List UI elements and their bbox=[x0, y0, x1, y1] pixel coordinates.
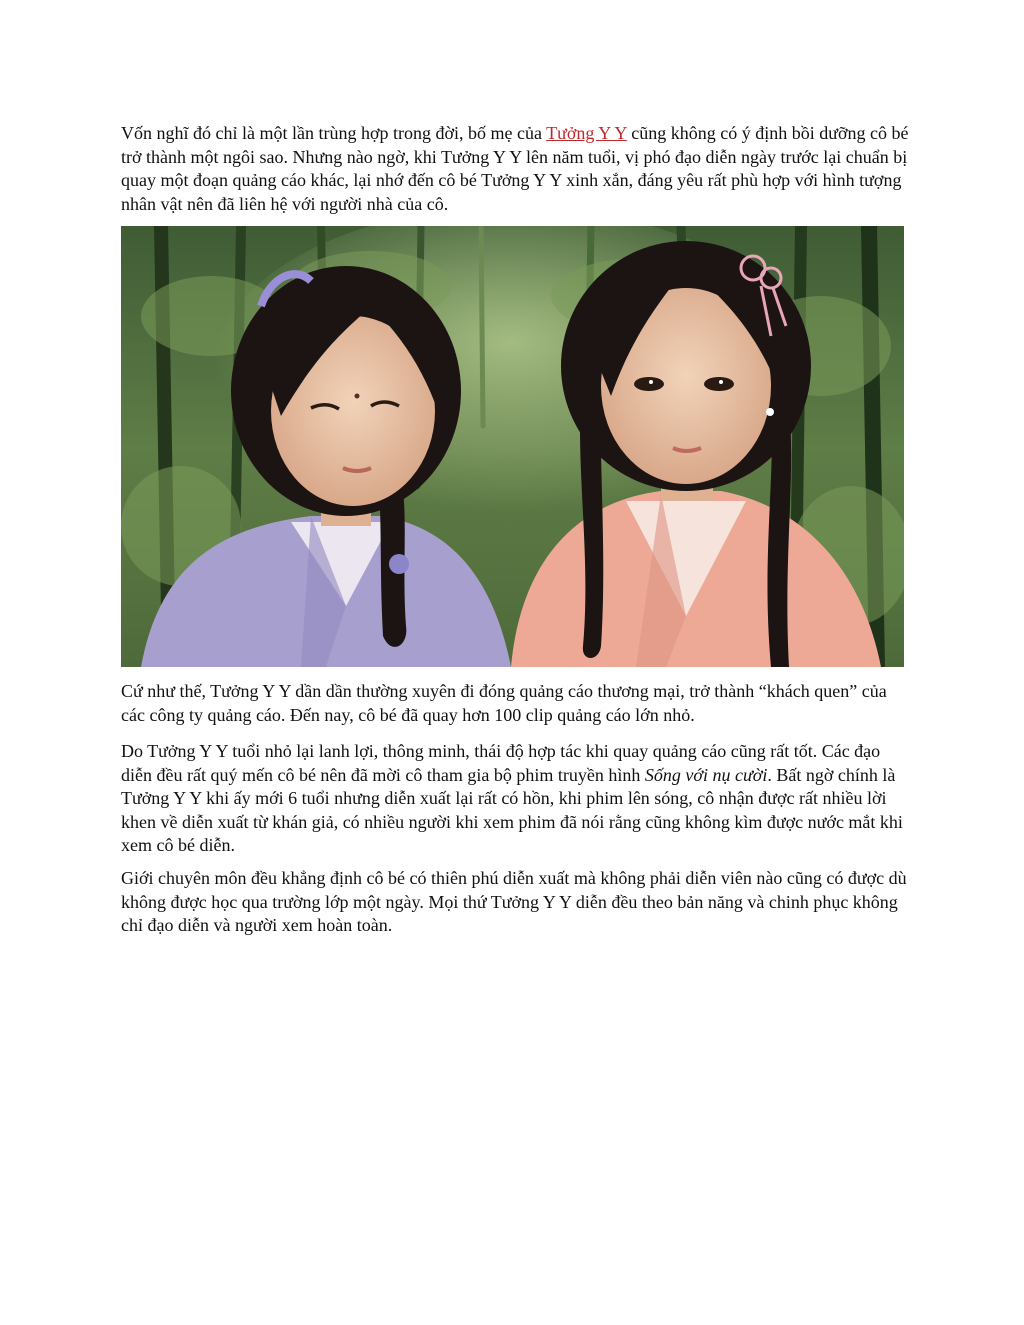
paragraph-talent: Giới chuyên môn đều khẳng định cô bé có thiên phú diễn xuất mà không phải diễn viên nào cũng có được dù không được học qua trường lớp một ngày. Mọi thứ Tưởng Y Y diễn đều theo bản năng và chinh phục không chỉ đạo diễn và người xem hoàn toàn. bbox=[121, 868, 907, 935]
paragraph-tv-series bbox=[121, 740, 911, 858]
photo-illustration bbox=[121, 226, 904, 667]
paragraph-intro-start: Vốn nghĩ đó chỉ là một lần trùng hợp trong đời, bố mẹ của bbox=[121, 123, 547, 143]
hair-tie-left bbox=[389, 554, 409, 574]
series-title: Sống với nụ cười bbox=[644, 764, 768, 785]
paragraph-intro bbox=[121, 122, 911, 216]
paragraph-intro-end: cũng không có ý định bồi dưỡng cô bé trở thành một ngôi sao. Nhưng nào ngờ, khi Tưởng Y Y lên năm tuổi, vị phó đạo diễn ngày trước lại chuẩn bị quay một đoạn quảng cáo khác, lại nhớ đến cô bé Tưởng Y Y xinh xắn, đáng yêu rất phù hợp với hình tượng nhân vật nên đã liên hệ với người nhà của cô. bbox=[121, 123, 909, 214]
paragraph-commercials: Cứ như thế, Tưởng Y Y dần dần thường xuyên đi đóng quảng cáo thương mại, trở thành “khách quen” của các công ty quảng cáo. Đến nay, cô bé đã quay hơn 100 clip quảng cáo lớn nhỏ. bbox=[121, 681, 887, 725]
link-tuong-y-y[interactable]: Tưởng Y Y bbox=[546, 123, 627, 143]
paragraph-tv-series-end: . Bất ngờ chính là Tưởng Y Y khi ấy mới 6 tuổi nhưng diễn xuất lại rất có hồn, khi phim lên sóng, cô nhận được rất nhiều lời khen về diễn xuất từ khán giả, có nhiều người khi xem phim đã nói rằng cũng không kìm được nước mắt khi xem cô bé diễn. bbox=[121, 764, 903, 855]
paragraph-tv-series-start: Do Tưởng Y Y tuổi nhỏ lại lanh lợi, thông minh, thái độ hợp tác khi quay quảng cáo cũng rất tốt. Các đạo diễn đều rất quý mến cô bé nên đã mời cô tham gia bộ phim truyền hình bbox=[121, 741, 881, 785]
photo-two-girls bbox=[121, 226, 904, 667]
